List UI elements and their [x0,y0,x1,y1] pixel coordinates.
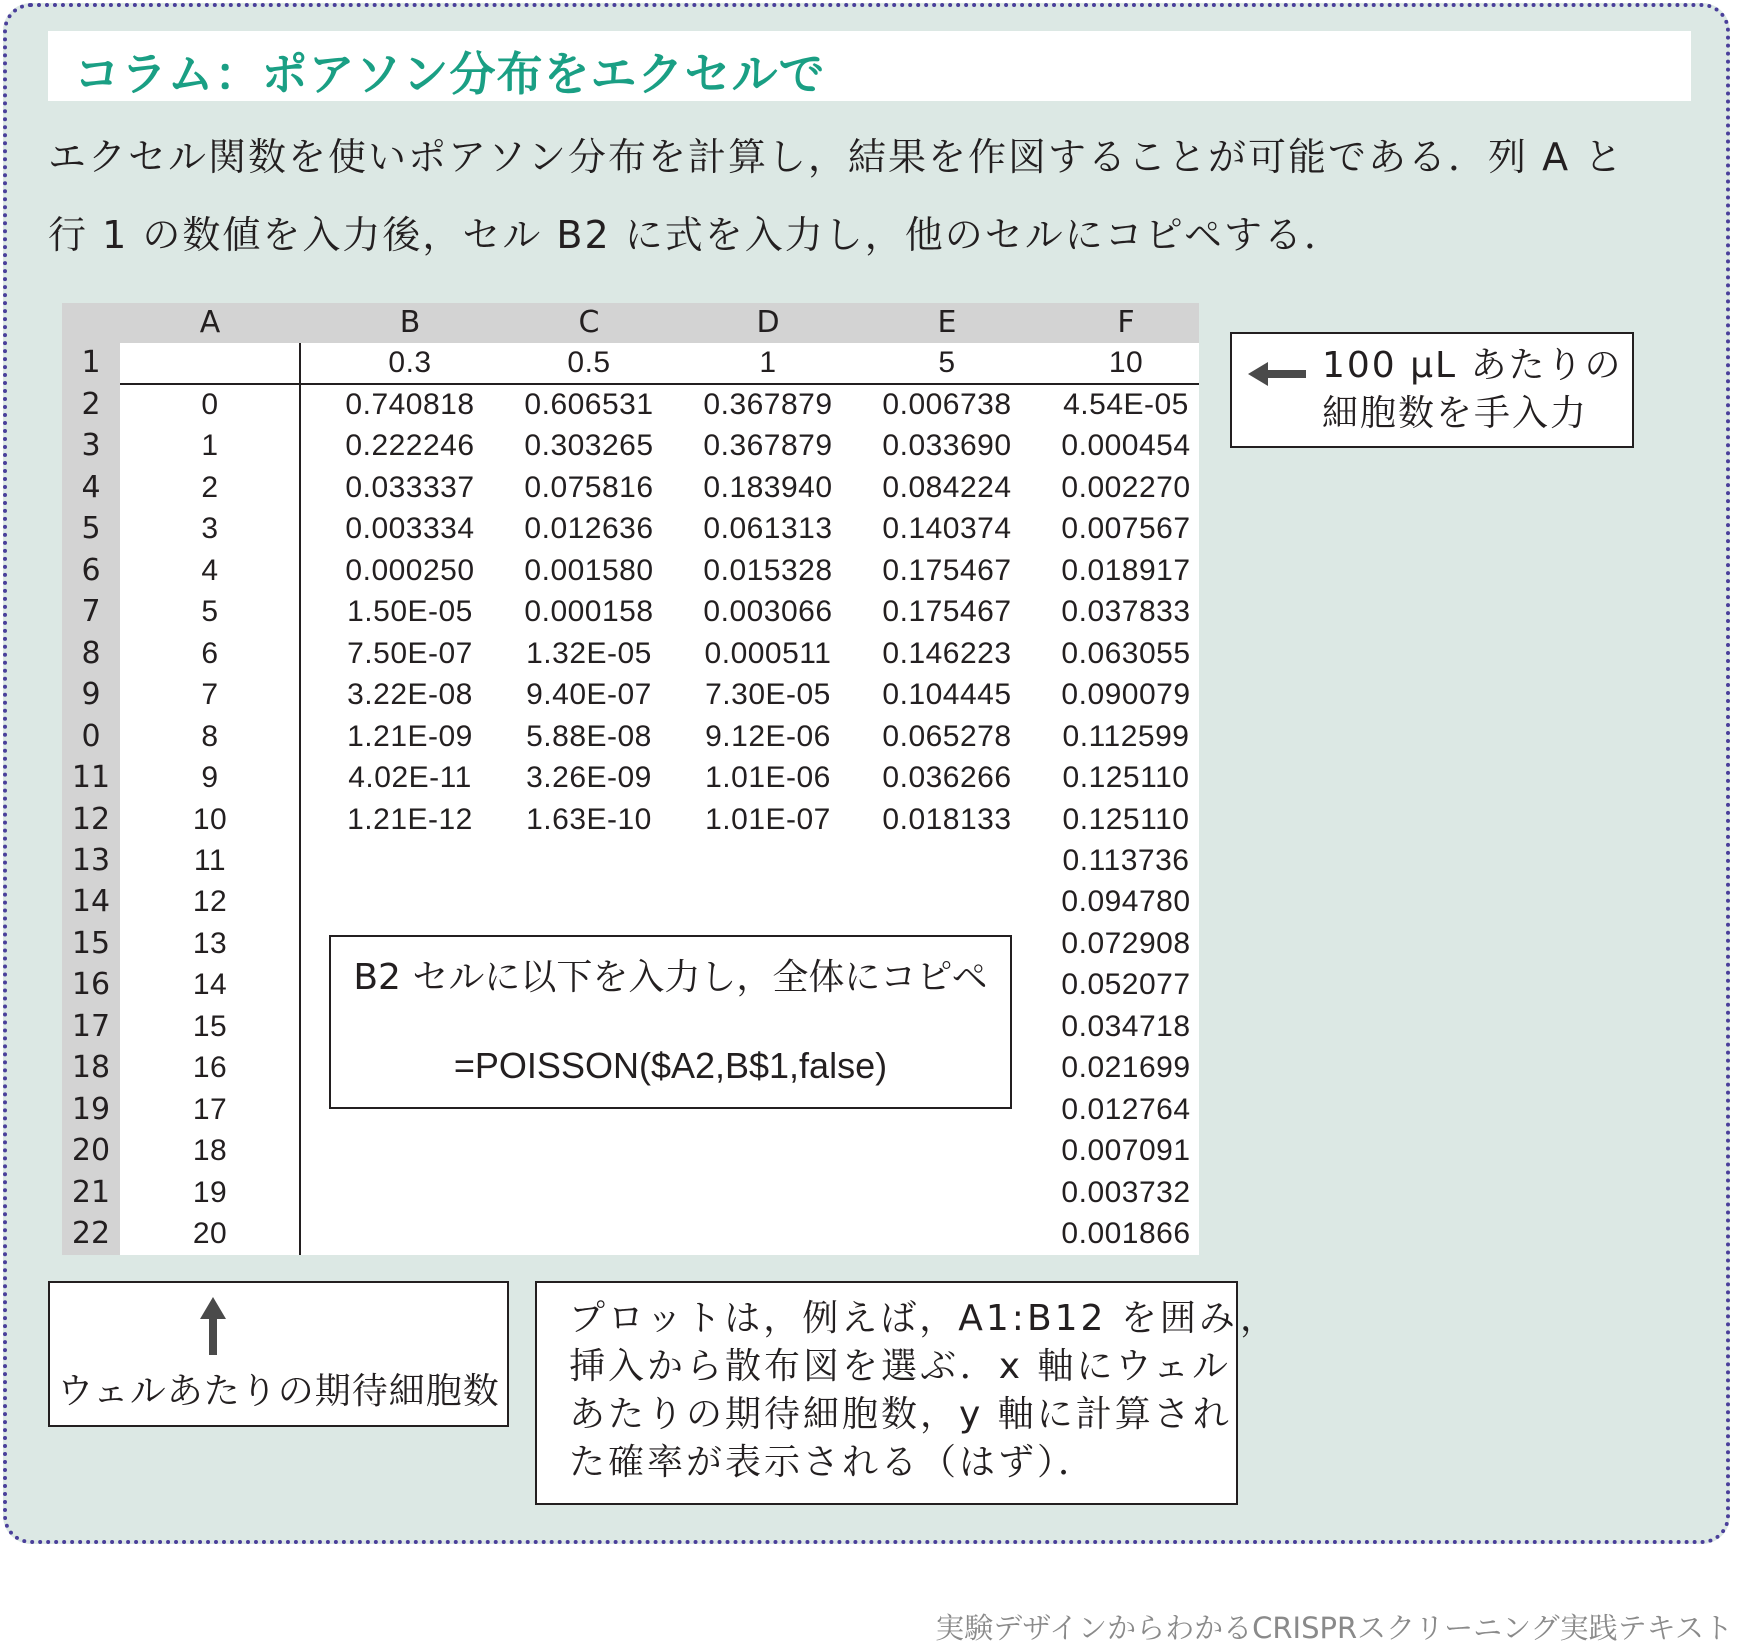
cell-b: 0.003334 [345,512,475,546]
arrow-left-icon [1248,362,1310,386]
cell-a: 14 [192,968,228,1002]
lambda-value-e: 5 [938,346,956,379]
note-line: 細胞数を手入力 [1322,393,1589,434]
row-number: 4 [81,469,101,505]
row-number: 22 [71,1216,111,1251]
cell-d: 0.015328 [703,553,833,587]
intro-line: エクセル関数を使いポアソン分布を計算し，結果を作図することが可能である．列 A と [48,135,1625,179]
plot-line: あたりの期待細胞数，y 軸に計算され [569,1394,1232,1435]
intro-paragraph [48,118,1708,274]
cell-a: 7 [201,678,219,712]
cell-b: 4.02E-11 [348,761,472,795]
cell-c: 0.000158 [524,595,654,629]
cell-a: 17 [192,1092,228,1126]
cell-e: 0.175467 [882,553,1012,587]
column-header-b: B [399,305,421,340]
formula-text: =POISSON($A2,B$1,false) [453,1045,888,1086]
cell-d: 0.000511 [704,636,832,670]
row-number: 9 [81,677,101,713]
cell-a: 1 [201,429,219,463]
cell-count-note [1230,332,1634,448]
row-number: 11 [71,760,111,796]
cell-b: 0.740818 [345,388,475,421]
cell-b: 3.22E-08 [347,678,473,712]
cell-a: 15 [192,1009,228,1043]
cell-f: 0.113736 [1062,843,1190,877]
cell-c: 9.40E-07 [526,678,652,712]
row-number: 2 [81,387,101,422]
plot-text [569,1295,1279,1487]
cell-c: 0.075816 [524,470,654,504]
column-header-a: A [199,305,221,340]
cell-e: 0.036266 [882,761,1012,795]
cell-a: 13 [192,926,228,960]
row-number: 8 [81,635,101,671]
row-number: 13 [71,842,111,878]
expected-cells-note [48,1281,509,1427]
cell-b: 0.222246 [345,429,475,463]
cell-a: 6 [201,636,219,670]
row-number: 5 [81,511,101,547]
cell-a: 11 [193,843,227,877]
cell-b: 0.033337 [345,470,475,504]
cell-d: 7.30E-05 [705,678,831,712]
cell-f: 0.002270 [1061,470,1191,504]
cell-e: 0.006738 [882,388,1012,421]
cell-a: 9 [201,761,219,795]
cell-c: 3.26E-09 [526,761,652,795]
footer-book-title: 実験デザインからわかるCRISPRスクリーニング実践テキスト [935,1611,1733,1645]
note-text [1322,342,1623,438]
row-number: 6 [81,552,101,588]
plot-line: た確率が表示される（はず）． [569,1442,1098,1483]
cell-a: 3 [201,512,219,546]
cell-f: 0.094780 [1061,885,1191,919]
cell-e: 0.104445 [882,678,1012,712]
column-header-f: F [1117,305,1135,340]
cell-f: 4.54E-05 [1063,388,1189,421]
row-number: 0 [81,718,101,754]
plot-note [535,1281,1280,1505]
row-number: 7 [81,594,101,630]
row-number: 17 [71,1008,111,1044]
cell-f: 0.063055 [1061,636,1191,670]
cell-e: 0.084224 [882,470,1012,504]
cell-f: 0.018917 [1061,553,1191,587]
column-header-e: E [937,305,957,340]
cell-b: 0.000250 [345,553,475,587]
cell-f: 0.003732 [1061,1175,1191,1209]
cell-e: 0.175467 [882,595,1012,629]
cell-f: 0.034718 [1061,1009,1191,1043]
intro-line: 行 1 の数値を入力後，セル B2 に式を入力し，他のセルにコピペする． [48,213,1344,257]
cell-e: 0.140374 [882,512,1012,546]
cell-e: 0.018133 [882,802,1012,836]
expected-cells-label: ウェルあたりの期待細胞数 [57,1371,500,1412]
cell-f: 0.007567 [1061,512,1191,546]
cell-b: 1.50E-05 [347,595,473,629]
cell-f: 0.072908 [1061,926,1191,960]
lambda-value-d: 1 [759,346,777,379]
row-number: 1 [81,345,101,380]
cell-e: 0.065278 [882,719,1012,753]
cell-c: 5.88E-08 [526,719,652,753]
cell-a: 16 [192,1051,228,1085]
lambda-value-b: 0.3 [388,346,432,379]
plot-line: プロットは，例えば，A1:B12 を囲み， [569,1298,1280,1339]
cell-d: 0.003066 [703,595,833,629]
row-number: 21 [71,1174,111,1210]
cell-b: 1.21E-09 [347,719,473,753]
cell-f: 0.125110 [1062,802,1190,836]
cell-d: 9.12E-06 [705,719,831,753]
cell-a: 20 [192,1217,228,1250]
row-number: 19 [71,1091,111,1127]
cell-c: 0.606531 [524,388,654,421]
cell-f: 0.037833 [1061,595,1191,629]
cell-f: 0.012764 [1061,1092,1191,1126]
cell-f: 0.090079 [1061,678,1191,712]
formula-instruction: B2 セルに以下を入力し，全体にコピペ [353,957,988,998]
cell-c: 0.012636 [524,512,654,546]
row-number: 16 [71,967,111,1003]
spreadsheet [62,303,1199,1255]
cell-a: 19 [192,1175,228,1209]
lambda-value-f: 10 [1108,346,1144,379]
cell-c: 0.001580 [524,553,654,587]
cell-d: 0.061313 [703,512,833,546]
cell-f: 0.021699 [1061,1051,1191,1085]
cell-e: 0.146223 [882,636,1012,670]
formula-box [329,935,1012,1109]
row-number: 3 [81,428,101,464]
row-number: 12 [71,801,111,837]
cell-f: 0.001866 [1061,1217,1191,1250]
cell-a: 18 [192,1134,228,1168]
cell-d: 1.01E-07 [705,802,831,836]
cell-e: 0.033690 [882,429,1012,463]
cell-c: 1.63E-10 [526,802,652,836]
cell-a: 4 [201,553,219,587]
cell-a: 0 [201,388,219,421]
title-bar [48,31,1691,101]
cell-f: 0.125110 [1062,761,1190,795]
cell-f: 0.052077 [1061,968,1191,1002]
divider-vertical [299,343,301,1255]
row-number: 14 [71,884,111,920]
cell-c: 0.303265 [524,429,654,463]
page-title: コラム：ポアソン分布をエクセルで [74,47,826,101]
cell-d: 1.01E-06 [705,761,831,795]
cell-c: 1.32E-05 [526,636,652,670]
cell-a: 8 [201,719,219,753]
row-number: 15 [71,925,111,961]
plot-line: 挿入から散布図を選ぶ．x 軸にウェル [569,1346,1232,1387]
cell-f: 0.007091 [1061,1134,1191,1168]
cell-d: 0.367879 [703,388,833,421]
cell-b: 7.50E-07 [347,636,473,670]
note-line: 100 μL あたりの [1322,345,1623,386]
row-number: 18 [71,1050,111,1086]
cell-a: 10 [192,802,228,836]
cell-f: 0.112599 [1062,719,1190,753]
cell-f: 0.000454 [1061,429,1191,463]
cell-a: 2 [201,470,219,504]
arrow-up-icon [198,1297,228,1357]
cell-a: 5 [201,595,219,629]
row-number: 20 [71,1133,111,1169]
cell-d: 0.367879 [703,429,833,463]
cell-d: 0.183940 [703,470,833,504]
lambda-value-c: 0.5 [567,346,611,379]
column-header-d: D [756,305,780,340]
column-header-c: C [578,305,600,340]
cell-a: 12 [192,885,228,919]
cell-b: 1.21E-12 [347,802,473,836]
